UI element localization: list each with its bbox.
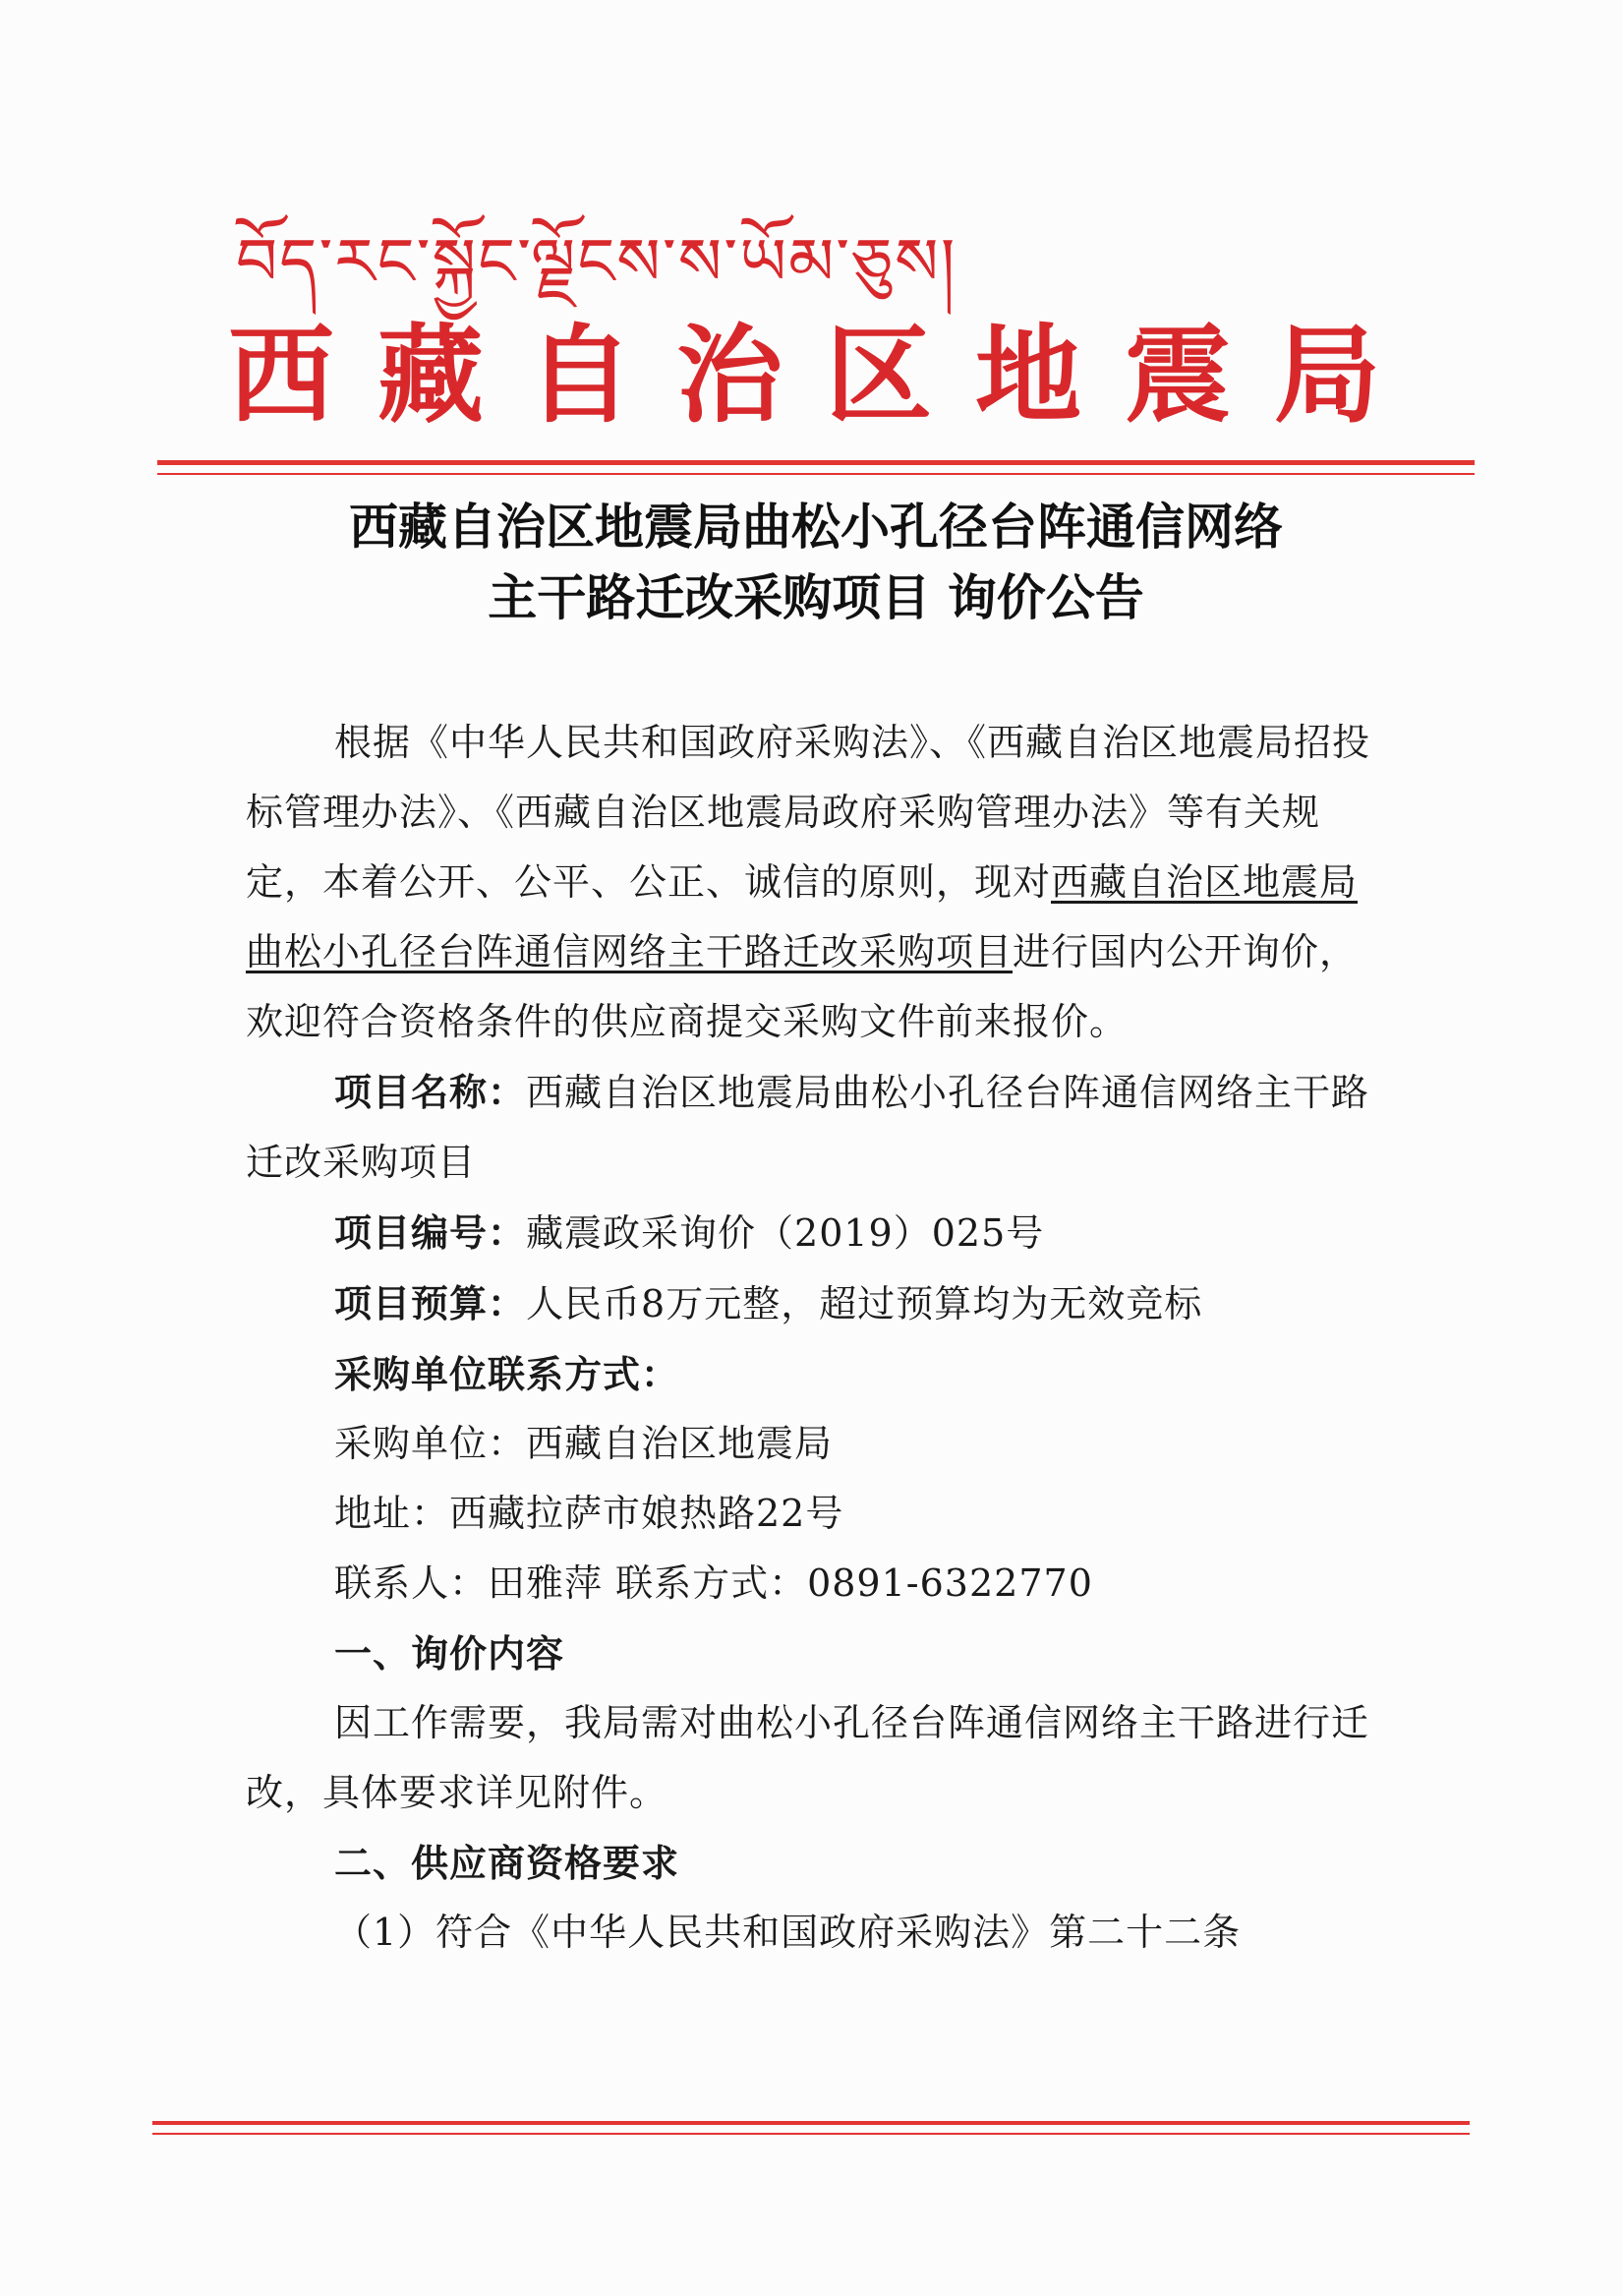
letterhead-rule-thick [157,460,1475,465]
project-budget-value: 人民币8万元整，超过预算均为无效竞标 [526,1282,1203,1325]
footer-rule-thick [152,2121,1470,2125]
contact-address: 地址：西藏拉萨市娘热路22号 [334,1492,844,1535]
project-number-label: 项目编号： [334,1210,527,1255]
document-body [246,708,1386,1968]
contact-person: 联系人：田雅萍 联系方式：0891-6322770 [334,1561,1093,1605]
section2-item1: （1）符合《中华人民共和国政府采购法》第二十二条 [334,1911,1242,1954]
letterhead-tibetan: བོད་རང་སྐྱོང་ལྗོངས་ས་ཡོམ་ཅུས། [236,224,957,300]
footer-rule-thin [152,2133,1470,2135]
project-budget-line [246,1268,1386,1339]
document-title-line2: 主干路迁改采购项目 询价公告 [488,568,1144,626]
project-number-line [246,1198,1386,1268]
letterhead-rule-thin [157,473,1475,475]
contact-heading: 采购单位联系方式： [334,1352,680,1396]
intro-paragraph [246,708,1386,1057]
section1-text: 因工作需要，我局需对曲松小孔径台阵通信网络主干路进行迁改，具体要求详见附件。 [246,1701,1370,1814]
section1-heading: 一、询价内容 [334,1631,565,1676]
document-title-line1: 西藏自治区地震局曲松小孔径台阵通信网络 [349,498,1283,556]
letterhead-org-name: 西藏自治区地震局 [228,315,1424,438]
intro-text-part1: 根据《中华人民共和国政府采购法》、《西藏自治区地震局招投标管理办法》、《西藏自治区地震局政府采购管理办法》等有关规定，本着公开、公平、公正、诚信的原则，现对 [246,721,1371,904]
project-number-value: 藏震政采询价（2019）025号 [526,1211,1045,1255]
project-budget-label: 项目预算： [334,1281,527,1325]
section2-heading: 二、供应商资格要求 [334,1841,680,1885]
document-title [157,492,1475,633]
project-name-line [246,1057,1386,1198]
contact-unit: 采购单位：西藏自治区地震局 [334,1422,834,1465]
project-name-label: 项目名称： [334,1070,527,1114]
project-name-value: 西藏自治区地震局曲松小孔径台阵通信网络主干路迁改采购项目 [246,1071,1370,1184]
intro-text-part2: 进行国内公开询价，欢迎符合资格条件的供应商提交采购文件前来报价。 [246,930,1359,1043]
intro-project-name: 西藏自治区地震局曲松小孔径台阵通信网络主干路迁改采购项目 [246,860,1359,973]
